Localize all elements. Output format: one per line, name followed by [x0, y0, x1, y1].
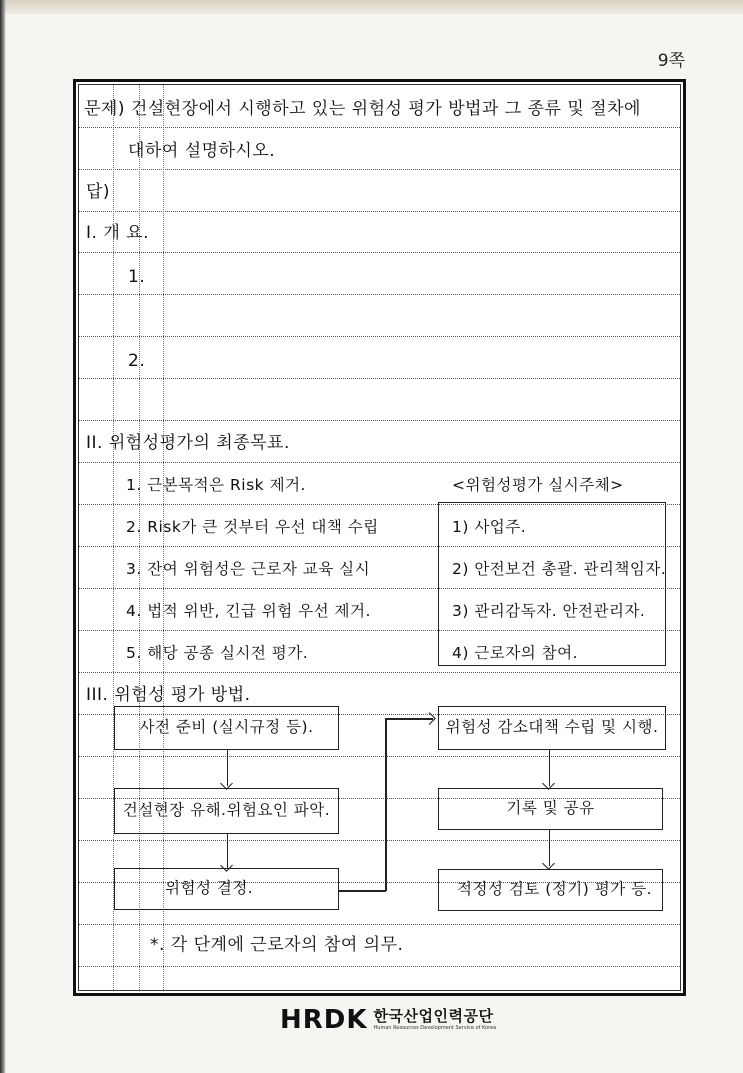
arrow-down-icon [227, 750, 228, 786]
ruled-line [79, 294, 680, 295]
flow-connector-vertical [385, 718, 387, 891]
section-3-heading: III. 위험성 평가 방법. [86, 685, 251, 705]
flow-step-6-box [438, 869, 663, 911]
question-line-2: 대하여 설명하시오. [128, 141, 276, 161]
flow-step-1-box [114, 706, 339, 750]
section-2-heading: II. 위험성평가의 최종목표. [86, 433, 290, 453]
side-box-item-3: 3) 관리감독자. 안전관리자. [452, 602, 646, 620]
side-box-item-2: 2) 안전보건 총괄. 관리책임자. [452, 560, 667, 578]
arrow-down-icon [227, 834, 228, 868]
section-1-heading: I. 개 요. [86, 223, 149, 243]
section-2-item-3: 3. 잔여 위험성은 근로자 교육 실시 [126, 560, 371, 578]
section-2-item-2: 2. Risk가 큰 것부터 우선 대책 수립 [126, 518, 379, 536]
arrow-down-icon [549, 830, 550, 866]
ruled-line [79, 756, 680, 757]
page-number: 9쪽 [657, 51, 685, 71]
answer-label: 답) [86, 182, 111, 202]
section-3-note: *. 각 단계에 근로자의 참여 의무. [150, 935, 404, 955]
logo-text [374, 1009, 497, 1031]
flow-step-3-box [114, 868, 339, 910]
section-1-item-2: 2. [128, 351, 146, 371]
ruled-line [79, 336, 680, 337]
paper-top-edge [0, 0, 743, 14]
org-name-kr: 한국산업인력공단 [373, 1007, 494, 1025]
hrdk-logo [280, 1005, 496, 1035]
arrow-down-icon [549, 750, 550, 786]
section-1-item-1: 1. [128, 267, 146, 287]
flow-step-4-box [438, 706, 666, 750]
flow-step-4-label: 위험성 감소대책 수립 및 시행. [445, 718, 659, 736]
flow-step-6-label: 적정성 검토 (정기) 평가 등. [457, 880, 652, 898]
logo-mark: HRDK [280, 1005, 368, 1035]
flow-step-1-label: 사전 준비 (실시규정 등). [139, 718, 314, 736]
flow-step-2-label: 건설현장 유해.위험요인 파악. [122, 801, 331, 819]
flow-step-2-box [114, 788, 339, 834]
question-line-1: 문제) 건설현장에서 시행하고 있는 위험성 평가 방법과 그 종류 및 절차에 [84, 99, 641, 119]
side-box-item-1: 1) 사업주. [452, 518, 527, 536]
ruled-line [79, 211, 680, 212]
section-2-item-1: 1. 근본목적은 Risk 제거. [126, 476, 306, 494]
ruled-line [79, 378, 680, 379]
flow-connector-horizontal [339, 890, 386, 892]
org-name-en: Human Resources Development Service of Korea [373, 1025, 497, 1031]
paper-left-shadow [0, 0, 6, 1073]
flow-step-3-label: 위험성 결정. [165, 879, 254, 897]
flow-step-5-box [438, 788, 663, 830]
flow-step-5-label: 기록 및 공유 [506, 799, 595, 817]
ruled-line [79, 840, 680, 841]
section-2-item-4: 4. 법적 위반, 긴급 위험 우선 제거. [126, 602, 371, 620]
side-box-title: <위험성평가 실시주체> [452, 476, 624, 494]
section-2-item-5: 5. 해당 공종 실시전 평가. [126, 644, 309, 662]
side-box-item-4: 4) 근로자의 참여. [452, 644, 579, 662]
ruled-line [79, 420, 680, 421]
ruled-line [79, 252, 680, 253]
ruled-line [79, 966, 680, 967]
